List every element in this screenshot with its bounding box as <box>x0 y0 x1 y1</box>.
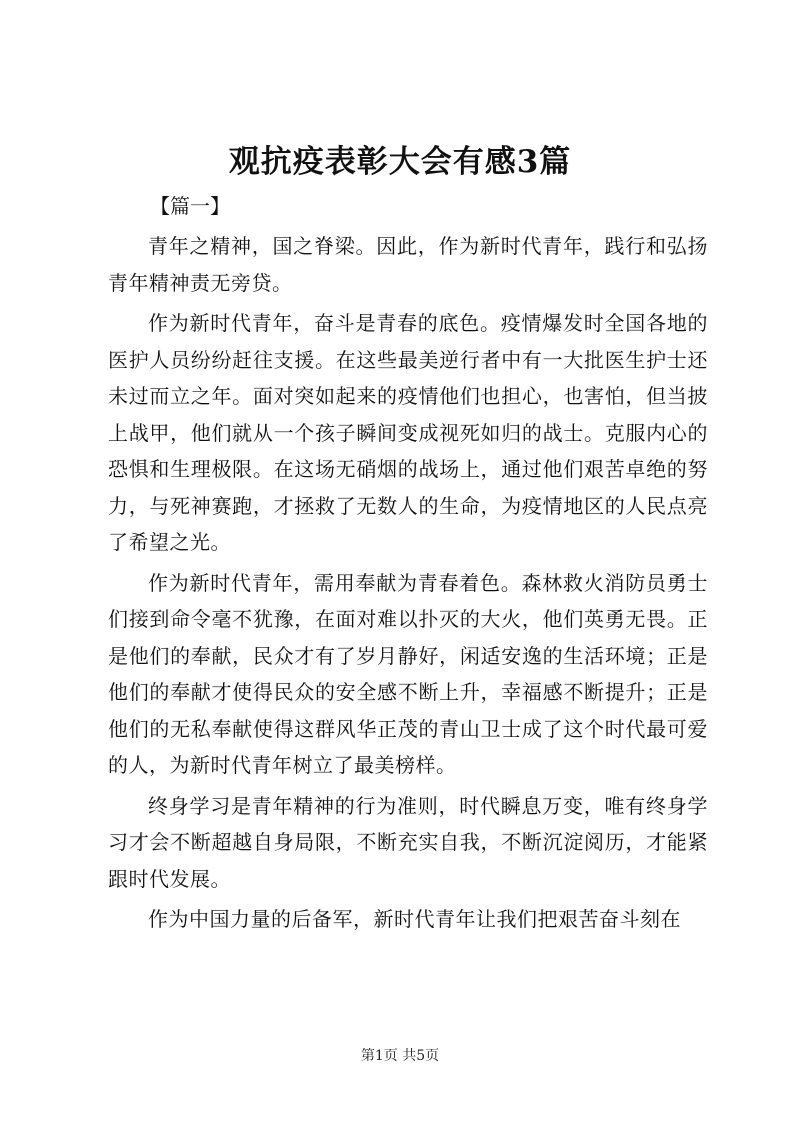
section-label: 【篇一】 <box>150 194 230 218</box>
document-title: 观抗疫表彰大会有感3篇 <box>228 144 572 180</box>
page-footer: 第1页 共5页 <box>360 1048 440 1064</box>
paragraph: 作为新时代青年，奋斗是青春的底色。疫情爆发时全国各地的医护人员纷纷赶往支援。在这些最美逆行者中有一大批医生护士还未过而立之年。面对突如起来的疫情他们也担心，也害怕，但当披上战甲，他们就从一个孩子瞬间变成视死如归的战士。克服内心的恐惧和生理极限。在这场无硝烟的战场上，通过他们艰苦卓绝的努力，与死神赛跑，才拯救了无数人的生命，为疫情地区的人民点亮了希望之光。 <box>108 311 708 554</box>
paragraph: 作为中国力量的后备军，新时代青年让我们把艰苦奋斗刻在 <box>148 907 681 931</box>
document-body <box>108 228 708 942</box>
paragraph: 青年之精神，国之脊梁。因此，作为新时代青年，践行和弘扬青年精神责无旁贷。 <box>108 234 708 295</box>
paragraph: 作为新时代青年，需用奉献为青春着色。森林救火消防员勇士们接到命令毫不犹豫，在面对难以扑灭的大火，他们英勇无畏。正是他们的奉献，民众才有了岁月静好，闲适安逸的生活环境；正是他们的奉献才使得民众的安全感不断上升，幸福感不断提升；正是他们的无私奉献使得这群风华正茂的青山卫士成了这个时代最可爱的人，为新时代青年树立了最美榜样。 <box>108 570 708 777</box>
paragraph: 终身学习是青年精神的行为准则，时代瞬息万变，唯有终身学习才会不断超越自身局限，不断充实自我，不断沉淀阅历，才能紧跟时代发展。 <box>108 793 708 891</box>
